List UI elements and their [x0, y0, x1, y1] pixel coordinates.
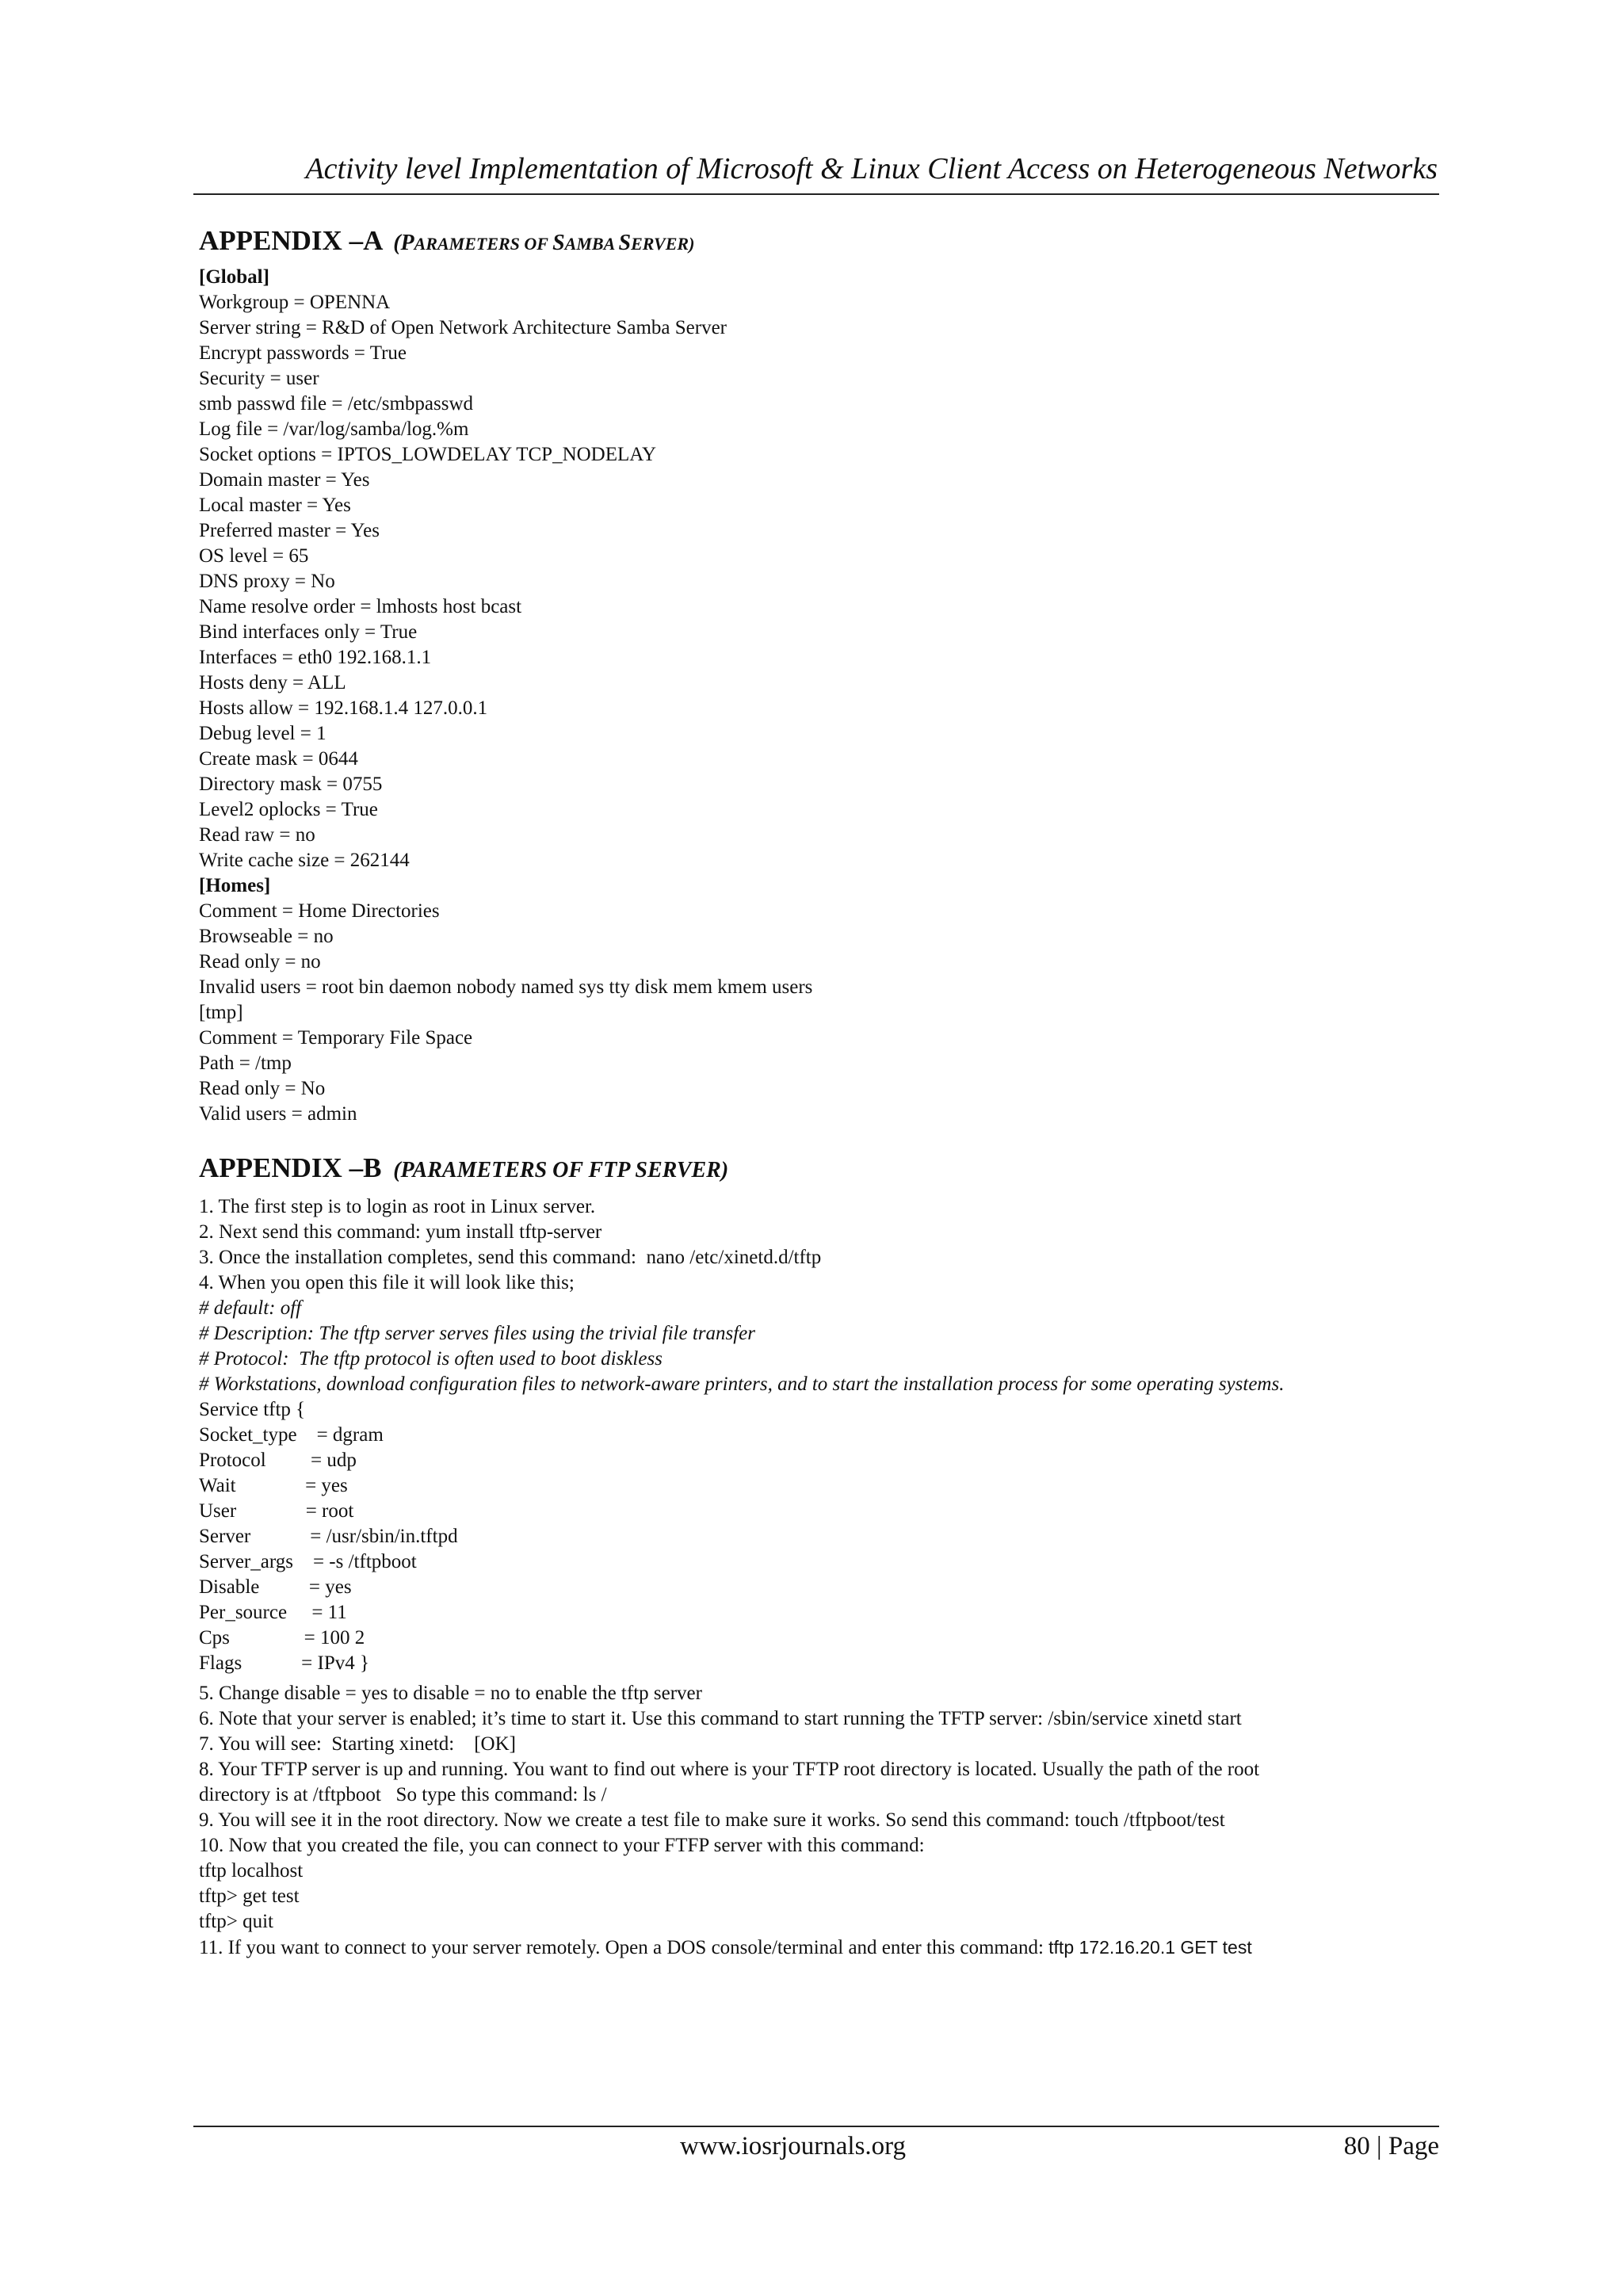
step-11-text: 11. If you want to connect to your server remotely. Open a DOS console/terminal and enter this command:	[199, 1937, 1049, 1958]
ftp-step-11	[199, 1935, 1483, 1960]
parameter-line: Read only = no	[199, 951, 321, 972]
parameter-line: Browseable = no	[199, 926, 334, 947]
footer-url: www.iosrjournals.org	[680, 2132, 907, 2160]
config-line: Disable = yes	[199, 1576, 352, 1598]
config-line: Per_source = 11	[199, 1602, 347, 1623]
parameter-line: Domain master = Yes	[199, 469, 370, 491]
step-line: tftp> get test	[199, 1885, 300, 1907]
parameter-line: OS level = 65	[199, 545, 309, 567]
step-line: 1. The first step is to login as root in Linux server.	[199, 1196, 596, 1217]
subtitle-part: AMBA	[564, 234, 619, 254]
parameter-line: Comment = Temporary File Space	[199, 1027, 473, 1049]
config-line: Wait = yes	[199, 1475, 348, 1496]
header-rule	[193, 193, 1439, 195]
step-line: 4. When you open this file it will look like this;	[199, 1272, 575, 1293]
step-line: 3. Once the installation completes, send this command: nano /etc/xinetd.d/tftp	[199, 1247, 822, 1268]
parameter-line: Path = /tmp	[199, 1052, 292, 1074]
running-title: Activity level Implementation of Microsoft & Linux Client Access on Heterogeneous Networks	[305, 152, 1438, 185]
config-line: Flags = IPv4 }	[199, 1652, 370, 1674]
parameter-line: Create mask = 0644	[199, 748, 358, 770]
comment-line: # Protocol: The tftp protocol is often used to boot diskless	[199, 1348, 663, 1370]
parameter-line: Hosts allow = 192.168.1.4 127.0.0.1	[199, 697, 488, 719]
subtitle-part: ERVER)	[631, 234, 695, 254]
parameter-line: Valid users = admin	[199, 1103, 357, 1125]
parameter-line: [Global]	[199, 266, 269, 288]
step-line: 5. Change disable = yes to disable = no to enable the tftp server	[199, 1683, 702, 1704]
appendix-a-subtitle	[393, 231, 694, 255]
subtitle-part: (P	[393, 231, 414, 255]
step-line: directory is at /tftpboot So type this command: ls /	[199, 1784, 607, 1805]
parameter-line: Write cache size = 262144	[199, 850, 410, 871]
step-line: 10. Now that you created the file, you can connect to your FTFP server with this command:	[199, 1835, 925, 1856]
step-line: 2. Next send this command: yum install tftp-server	[199, 1221, 602, 1243]
config-line: User = root	[199, 1500, 354, 1522]
parameter-line: Preferred master = Yes	[199, 520, 380, 541]
parameter-line: smb passwd file = /etc/smbpasswd	[199, 393, 474, 415]
parameter-line: Socket options = IPTOS_LOWDELAY TCP_NODELAY	[199, 444, 657, 465]
step-line: 7. You will see: Starting xinetd: [OK]	[199, 1733, 516, 1755]
appendix-b-label: APPENDIX –B	[199, 1152, 382, 1183]
parameter-line: Interfaces = eth0 192.168.1.1	[199, 647, 432, 668]
comment-line: # Workstations, download configuration files to network-aware printers, and to start the installation process for some operating systems.	[199, 1373, 1285, 1395]
parameter-line: Comment = Home Directories	[199, 900, 440, 922]
config-line: Socket_type = dgram	[199, 1424, 384, 1446]
appendix-b-subtitle: (PARAMETERS OF FTP SERVER)	[393, 1158, 729, 1182]
appendix-a-heading	[199, 223, 1483, 262]
parameter-line: Invalid users = root bin daemon nobody named sys tty disk mem kmem users	[199, 976, 813, 998]
parameter-line: Debug level = 1	[199, 723, 327, 744]
ftp-steps-intro	[199, 1194, 1483, 1296]
parameter-line: Read raw = no	[199, 824, 315, 846]
parameter-line: Level2 oplocks = True	[199, 799, 378, 820]
config-line: Protocol = udp	[199, 1450, 357, 1471]
footer-page-number: 80 | Page	[1343, 2132, 1439, 2160]
footer-rule	[193, 2126, 1439, 2127]
appendix-a-section	[199, 223, 1483, 1127]
parameter-line: Log file = /var/log/samba/log.%m	[199, 418, 469, 440]
parameter-line: Hosts deny = ALL	[199, 672, 346, 693]
parameter-line: Bind interfaces only = True	[199, 621, 418, 643]
ftp-config-comments	[199, 1296, 1483, 1397]
appendix-a-label: APPENDIX –A	[199, 225, 382, 256]
parameter-line: Read only = No	[199, 1078, 326, 1099]
parameter-line: [tmp]	[199, 1002, 243, 1023]
step-11-command: tftp 172.16.20.1 GET test	[1048, 1937, 1252, 1958]
config-line: Server = /usr/sbin/in.tftpd	[199, 1526, 458, 1547]
parameter-line: DNS proxy = No	[199, 571, 335, 592]
ftp-steps-outro	[199, 1681, 1483, 1935]
parameter-line: Local master = Yes	[199, 495, 351, 516]
subtitle-part: S	[552, 231, 565, 255]
parameter-line: Encrypt passwords = True	[199, 342, 407, 364]
config-line: Service tftp {	[199, 1399, 306, 1420]
appendix-b-section	[199, 1151, 1483, 1960]
subtitle-part: ARAMETERS OF	[414, 234, 553, 254]
step-line: 8. Your TFTP server is up and running. You want to find out where is your TFTP root directory is located. Usually the path of the root	[199, 1759, 1260, 1780]
parameter-line: [Homes]	[199, 875, 271, 896]
comment-line: # Description: The tftp server serves files using the trivial file transfer	[199, 1323, 756, 1344]
appendix-b-heading	[199, 1151, 1483, 1188]
samba-parameter-list	[199, 265, 1483, 1127]
subtitle-part: S	[618, 231, 632, 255]
config-line: Server_args = -s /tftpboot	[199, 1551, 417, 1572]
step-line: tftp> quit	[199, 1911, 273, 1932]
parameter-line: Workgroup = OPENNA	[199, 292, 391, 313]
config-line: Cps = 100 2	[199, 1627, 365, 1648]
parameter-line: Security = user	[199, 368, 319, 389]
step-line: 6. Note that your server is enabled; it’s time to start it. Use this command to start running the TFTP server: /sbin/service xinetd start	[199, 1708, 1242, 1729]
parameter-line: Name resolve order = lmhosts host bcast	[199, 596, 522, 617]
parameter-line: Directory mask = 0755	[199, 774, 383, 795]
parameter-line: Server string = R&D of Open Network Architecture Samba Server	[199, 317, 727, 338]
step-line: 9. You will see it in the root directory. Now we create a test file to make sure it works. So send this command: touch /tftpboot/test	[199, 1809, 1225, 1831]
comment-line: # default: off	[199, 1297, 302, 1319]
step-line: tftp localhost	[199, 1860, 304, 1881]
ftp-config-block	[199, 1397, 1483, 1676]
